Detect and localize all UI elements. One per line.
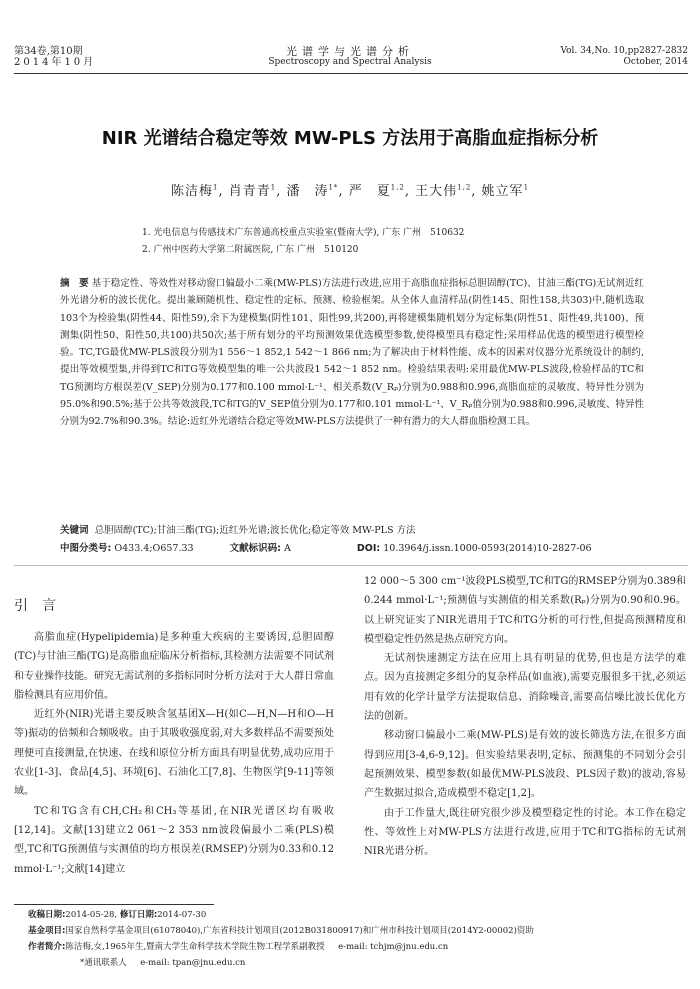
paragraph: TC和TG含有CH,CH₂和CH₃等基团,在NIR光谱区均有吸收[12,14]。文献[13]建立2 061～2 353 nm波段偏最小二乘(PLS)模型,TC和TG预测值与实测值的均方根误差(RMSEP)分别为0.33和0.12 mmol·L⁻¹;文献[14]建立 [14,805,334,875]
paragraph: 无试剂快速测定方法在应用上具有明显的优势,但也是方法学的难点。因为直接测定多组分的复杂样品(如血液),需要克服很多干扰,必须运用有效的化学计量学方法提取信息、消除噪音,需要高信噪比波长优化方法的创新。 [364,653,686,723]
doi-label: DOI: [356,543,381,554]
clc-label: 中图分类号: [60,543,112,554]
journal-name-en: Spectroscopy and Spectral Analysis [268,57,432,67]
author-name: 姚立军 [481,184,524,199]
affiliations [142,225,464,259]
doc-code-label: 文献标识码: [229,543,281,554]
dates-line [28,907,688,923]
author-name: 潘 涛 [286,184,329,199]
author-info-label: 作者简介: [28,942,66,952]
section-divider [14,565,688,566]
paper-title: NIR 光谱结合稳定等效 MW-PLS 方法用于高脂血症指标分析 [101,128,599,149]
fund-line [28,923,688,939]
paragraph: 高脂血症(Hypelipidemia)是多种重大疾病的主要诱因,总胆固醇(TC)与甘油三酯(TG)是高脂血症临床分析指标,其检测方法需要不同试剂和专业操作技能。研究无需试剂的多指标同时分析方法对于大人群日常血脂检测具有应用价值。 [14,632,334,701]
doi-value: 10.3964/j.issn.1000-0593(2014)10-2827-06 [383,543,592,554]
author-mark: 1,2 [390,183,405,192]
corresponding-line [28,955,688,971]
section-title-intro: 引言 [14,598,70,614]
affiliation-1: 1. 光电信息与传感技术广东普通高校重点实验室(暨南大学), 广东 广州 510632 [142,228,465,238]
classification-line [60,540,660,557]
paragraph: 近红外(NIR)光谱主要反映含氢基团X—H(如C—H,N—H和O—H等)振动的倍频和合频吸收。由于其吸收强度弱,对大多数样品不需要预处理便可直接测量,在快速、在线和原位分析方面具有明显优势,成功应用于农业[1-3]、食品[4,5]、环境[6]、石油化工[7,8]、生物医学[9-11]等领域。 [14,709,334,798]
keywords [60,522,660,539]
author-mark: 1,2 [457,183,472,192]
abstract-text: 基于稳定性、等效性对移动窗口偏最小二乘(MW-PLS)方法进行改进,应用于高脂血症指标总胆固醇(TC)、甘油三酯(TG)无试剂近红外光谱分析的波长优化。提出兼顾随机性、稳定性的定标、预测、检验框架。从全体人血清样品(阴性145、阳性158,共303)中,随机选取103个为检验集(阴性44、阳性59),余下为建模集(阴性101、阳性99,共200),再将建模集随机划分为定标集(阴性51、阳性49,共100)、预测集(阴性50、阳性50,共100)共50次;基于所有划分的平均预测效果优选模型参数,使得模型具有稳定性;采用样品优选的模型进行模型检验。TC,TG最优MW-PLS波段分别为1 556～1 852,1 542～1 866 nm;为了解决由于材料性能、成本的因素对仪器分光系统设计的制约,提出等效模型集,并得到TC和TG等效模型集的唯一公共波段1 542～1 852 nm。检验结果表明:采用最优MW-PLS波段,检验样品的TC和TG预测均方根误差(V_SEP)分别为0.177和0.100 mmol·L⁻¹、相关系数(V_Rₚ)分别为0.988和0.996,高脂血症的灵敏度、特异性分别为95.0%和90.5%;基于公共等效波段,TC和TG的V_SEP值分别为0.177和0.101 mmol·L⁻¹、V_Rₚ值分别为0.988和0.996,灵敏度、特异性分别为92.7%和90.3%。结论:近红外光谱结合稳定等效MW-PLS方法提供了一种有潜力的大人群血脂检测工具。 [60,278,644,428]
right-column [364,572,686,861]
paragraph: 移动窗口偏最小二乘(MW-PLS)是有效的波长筛选方法,在很多方面得到应用[3-4,6-9,12]。但实验结果表明,定标、预测集的不同划分会引起预测效果、模型参数(如最优MW-PLS波段、PLS因子数)的波动,容易产生数据过拟合,造成模型不稳定[1,2]。 [364,730,686,800]
journal-pages-info [438,46,688,68]
doc-code-value: A [283,543,291,554]
author-name: 陈洁梅 [170,184,213,199]
paragraph: 12 000～5 300 cm⁻¹波段PLS模型,TC和TG的RMSEP分别为0.389和0.244 mmol·L⁻¹;预测值与实测值的相关系数(Rₚ)分别为0.90和0.96。以上研究证实了NIR光谱用于TC和TG分析的可行性,但提高预测精度和模型稳定性仍然是热点研究方向。 [364,576,686,645]
author-name: 肖青青 [228,184,271,199]
clc-value: O433.4;O657.33 [114,543,194,554]
month-year: October, 2014 [623,57,688,67]
abstract [60,275,644,431]
author-info-text: 陈洁梅,女,1965年生,暨南大学生命科学技术学院生物工程学系副教授 [65,942,325,952]
author-list: 陈洁梅$^1$, 肖青青$^1$, 潘 涛$^{1*}$, 严 夏$^{1,2}$, 王大伟$^{1,2}$, 姚立军$^1$ [170,183,530,199]
author-mark: 1* [328,183,339,192]
revised-label: 修订日期: [119,910,158,920]
author-name: 王大伟 [415,184,458,199]
received-date: 2014-05-28, [65,910,118,920]
fund-text: 国家自然科学基金项目(61078040),广东省科技计划项目(2012B031800917)和广州市科技计划项目(2014Y2-00002)资助 [65,926,534,936]
footnotes [28,907,688,971]
keywords-text: 总胆固醇(TC);甘油三酯(TG);近红外光谱;波长优化;稳定等效 MW-PLS 方法 [94,525,416,536]
header-rule [14,73,688,74]
author-mark: 1 [212,183,219,192]
author-mark: 1 [270,183,277,192]
fund-label: 基金项目: [28,926,66,936]
journal-name-cn: 光谱学与光谱分析 [286,45,414,58]
author-name: 严 夏 [348,184,391,199]
abstract-label: 摘 要 [60,278,89,289]
corresponding-email: e-mail: tpan@jnu.edu.cn [140,958,246,968]
corresponding-label: *通讯联系人 [80,958,127,968]
volume-issue: 第34卷,第10期 [14,46,83,57]
publication-date: 2014年10月 [14,57,97,68]
vol-pages: Vol. 34,No. 10,pp2827-2832 [560,46,688,56]
footnote-rule [14,904,214,905]
keywords-label: 关键词 [60,525,89,536]
affiliation-2: 2. 广州中医药大学第二附属医院, 广东 广州 510120 [142,245,359,255]
author-email: e-mail: tchjm@jnu.edu.cn [338,942,449,952]
received-label: 收稿日期: [28,910,66,920]
revised-date: 2014-07-30 [157,910,207,920]
left-column [14,628,334,879]
paragraph: 由于工作量大,既往研究很少涉及模型稳定性的讨论。本工作在稳定性、等效性上对MW-PLS方法进行改进,应用于TC和TG指标的无试剂NIR光谱分析。 [364,807,686,858]
author-info-line [28,939,688,955]
author-mark: 1 [523,183,530,192]
